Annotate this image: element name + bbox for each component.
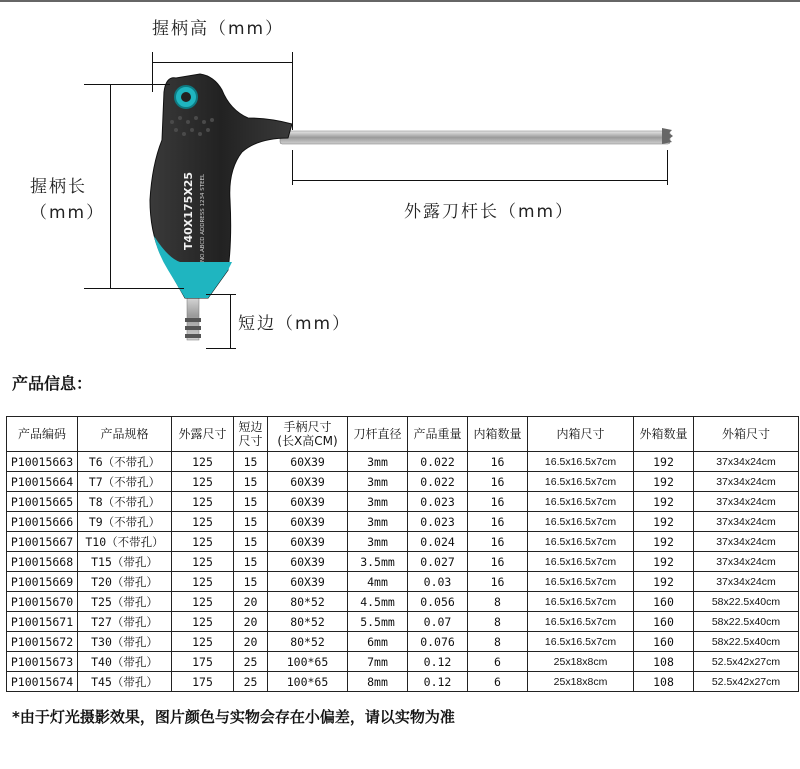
spec-table xyxy=(6,416,799,692)
table-cell: 16 xyxy=(468,532,528,552)
table-cell: 20 xyxy=(234,592,268,612)
table-cell: 16 xyxy=(468,472,528,492)
table-cell: 8 xyxy=(468,592,528,612)
dim-short-line xyxy=(230,294,231,349)
table-cell: 16 xyxy=(468,452,528,472)
table-cell: 175 xyxy=(172,672,234,692)
table-cell: T10（不带孔） xyxy=(78,532,172,552)
table-cell: 0.023 xyxy=(408,492,468,512)
table-cell: 80*52 xyxy=(268,612,348,632)
column-header: 短边 尺寸 xyxy=(234,417,268,452)
table-cell: T30（带孔） xyxy=(78,632,172,652)
handle-print-main: T40X175X25 xyxy=(182,171,195,250)
table-cell: 192 xyxy=(634,472,694,492)
table-cell: 192 xyxy=(634,452,694,472)
table-row xyxy=(7,632,799,652)
table-cell: P10015665 xyxy=(7,492,78,512)
table-cell: 100*65 xyxy=(268,672,348,692)
table-cell: P10015673 xyxy=(7,652,78,672)
column-header: 产品重量 xyxy=(408,417,468,452)
table-cell: 37x34x24cm xyxy=(694,552,799,572)
table-cell: 192 xyxy=(634,532,694,552)
dim-short-bottom xyxy=(206,348,236,349)
table-cell: T45（带孔） xyxy=(78,672,172,692)
table-cell: T27（带孔） xyxy=(78,612,172,632)
table-cell: 16.5x16.5x7cm xyxy=(528,592,634,612)
table-cell: 15 xyxy=(234,472,268,492)
table-cell: 0.056 xyxy=(408,592,468,612)
table-cell: 60X39 xyxy=(268,492,348,512)
table-cell: 192 xyxy=(634,552,694,572)
table-cell: 58x22.5x40cm xyxy=(694,632,799,652)
table-row xyxy=(7,552,799,572)
table-cell: 160 xyxy=(634,592,694,612)
table-cell: 60X39 xyxy=(268,532,348,552)
table-cell: P10015671 xyxy=(7,612,78,632)
table-cell: 16.5x16.5x7cm xyxy=(528,472,634,492)
shaft xyxy=(280,131,670,144)
table-cell: 160 xyxy=(634,612,694,632)
table-cell: 58x22.5x40cm xyxy=(694,592,799,612)
table-cell: 37x34x24cm xyxy=(694,492,799,512)
table-cell: 125 xyxy=(172,632,234,652)
column-header: 内箱尺寸 xyxy=(528,417,634,452)
table-cell: 125 xyxy=(172,612,234,632)
table-cell: 4.5mm xyxy=(348,592,408,612)
table-cell: P10015666 xyxy=(7,512,78,532)
table-cell: T40（带孔） xyxy=(78,652,172,672)
table-cell: P10015672 xyxy=(7,632,78,652)
dim-handle-height-line xyxy=(152,62,293,63)
table-cell: 25x18x8cm xyxy=(528,672,634,692)
table-cell: 16.5x16.5x7cm xyxy=(528,612,634,632)
table-cell: 25 xyxy=(234,672,268,692)
table-row xyxy=(7,672,799,692)
short-side-label: 短边（mm） xyxy=(238,314,352,334)
table-cell: 100*65 xyxy=(268,652,348,672)
table-cell: 0.022 xyxy=(408,452,468,472)
table-cell: 60X39 xyxy=(268,452,348,472)
table-cell: 3mm xyxy=(348,512,408,532)
table-cell: 15 xyxy=(234,552,268,572)
table-cell: 0.024 xyxy=(408,532,468,552)
table-cell: 80*52 xyxy=(268,592,348,612)
table-cell: 108 xyxy=(634,672,694,692)
table-cell: 37x34x24cm xyxy=(694,532,799,552)
table-cell: 25 xyxy=(234,652,268,672)
table-cell: 37x34x24cm xyxy=(694,452,799,472)
table-cell: 7mm xyxy=(348,652,408,672)
table-row xyxy=(7,452,799,472)
dim-handle-height-left xyxy=(152,52,153,92)
table-cell: 192 xyxy=(634,512,694,532)
table-cell: 80*52 xyxy=(268,632,348,652)
table-cell: 0.023 xyxy=(408,512,468,532)
dim-handle-length-line xyxy=(110,84,111,289)
column-header: 外露尺寸 xyxy=(172,417,234,452)
table-row xyxy=(7,492,799,512)
table-cell: 60X39 xyxy=(268,572,348,592)
table-row xyxy=(7,472,799,492)
table-cell: 16 xyxy=(468,572,528,592)
table-cell: 37x34x24cm xyxy=(694,472,799,492)
column-header: 产品编码 xyxy=(7,417,78,452)
table-cell: 20 xyxy=(234,612,268,632)
dim-handle-height-right xyxy=(292,52,293,130)
table-cell: T8（不带孔） xyxy=(78,492,172,512)
table-cell: T9（不带孔） xyxy=(78,512,172,532)
table-row xyxy=(7,572,799,592)
table-cell: 3mm xyxy=(348,492,408,512)
column-header: 内箱数量 xyxy=(468,417,528,452)
table-row xyxy=(7,612,799,632)
table-cell: 125 xyxy=(172,492,234,512)
table-cell: 52.5x42x27cm xyxy=(694,652,799,672)
column-header: 外箱数量 xyxy=(634,417,694,452)
table-cell: P10015667 xyxy=(7,532,78,552)
table-header-row xyxy=(7,417,799,452)
table-cell: 125 xyxy=(172,552,234,572)
handle-length-label-line2: （mm） xyxy=(30,203,106,223)
table-row xyxy=(7,592,799,612)
table-cell: 175 xyxy=(172,652,234,672)
table-cell: 8 xyxy=(468,632,528,652)
table-cell: 20 xyxy=(234,632,268,652)
table-cell: 3mm xyxy=(348,472,408,492)
table-cell: 15 xyxy=(234,572,268,592)
table-cell: 0.12 xyxy=(408,672,468,692)
table-cell: T25（带孔） xyxy=(78,592,172,612)
footnote: *由于灯光摄影效果，图片颜色与实物会存在小偏差，请以实物为准 xyxy=(12,708,455,726)
table-cell: 0.027 xyxy=(408,552,468,572)
table-cell: 6 xyxy=(468,672,528,692)
table-cell: 192 xyxy=(634,492,694,512)
column-header: 手柄尺寸 (长X高CM) xyxy=(268,417,348,452)
table-cell: 37x34x24cm xyxy=(694,512,799,532)
table-cell: 0.03 xyxy=(408,572,468,592)
table-cell: P10015669 xyxy=(7,572,78,592)
dim-handle-length-bottom xyxy=(84,288,184,289)
table-cell: 0.12 xyxy=(408,652,468,672)
table-cell: 15 xyxy=(234,492,268,512)
table-cell: T7（不带孔） xyxy=(78,472,172,492)
table-cell: 4mm xyxy=(348,572,408,592)
table-row xyxy=(7,532,799,552)
table-cell: 125 xyxy=(172,592,234,612)
table-cell: 52.5x42x27cm xyxy=(694,672,799,692)
table-cell: 16 xyxy=(468,512,528,532)
table-cell: 6mm xyxy=(348,632,408,652)
table-cell: 0.07 xyxy=(408,612,468,632)
short-bit xyxy=(187,292,199,340)
table-cell: 16.5x16.5x7cm xyxy=(528,452,634,472)
table-cell: 16.5x16.5x7cm xyxy=(528,572,634,592)
table-cell: 3mm xyxy=(348,452,408,472)
table-cell: 16.5x16.5x7cm xyxy=(528,512,634,532)
table-cell: 6 xyxy=(468,652,528,672)
table-row xyxy=(7,512,799,532)
table-cell: 16.5x16.5x7cm xyxy=(528,632,634,652)
table-cell: 8 xyxy=(468,612,528,632)
table-cell: P10015674 xyxy=(7,672,78,692)
table-cell: 5.5mm xyxy=(348,612,408,632)
table-cell: 192 xyxy=(634,572,694,592)
handle-length-label-line1: 握柄长 xyxy=(30,177,87,197)
table-cell: 16 xyxy=(468,492,528,512)
table-row xyxy=(7,652,799,672)
table-cell: 16.5x16.5x7cm xyxy=(528,492,634,512)
column-header: 产品规格 xyxy=(78,417,172,452)
table-cell: 125 xyxy=(172,452,234,472)
table-cell: 25x18x8cm xyxy=(528,652,634,672)
table-cell: P10015670 xyxy=(7,592,78,612)
table-cell: 3.5mm xyxy=(348,552,408,572)
exposed-shaft-label: 外露刀杆长（mm） xyxy=(404,202,575,222)
table-cell: T15（带孔） xyxy=(78,552,172,572)
handle-print-sub: NO.ABCD ADDRESS 1234 STEEL xyxy=(200,173,206,262)
table-cell: 60X39 xyxy=(268,552,348,572)
table-cell: 125 xyxy=(172,512,234,532)
dim-shaft-line xyxy=(292,180,668,181)
table-cell: 15 xyxy=(234,452,268,472)
handle-height-label: 握柄高（mm） xyxy=(152,19,285,39)
table-cell: 60X39 xyxy=(268,512,348,532)
table-cell: 16.5x16.5x7cm xyxy=(528,532,634,552)
dim-short-top xyxy=(206,294,236,295)
table-cell: 8mm xyxy=(348,672,408,692)
shaft-torx-tip xyxy=(662,128,673,144)
table-cell: 16 xyxy=(468,552,528,572)
table-cell: 58x22.5x40cm xyxy=(694,612,799,632)
table-cell: 160 xyxy=(634,632,694,652)
column-header: 刀杆直径 xyxy=(348,417,408,452)
section-title: 产品信息： xyxy=(12,374,93,393)
table-cell: P10015668 xyxy=(7,552,78,572)
table-cell: 108 xyxy=(634,652,694,672)
table-cell: 125 xyxy=(172,532,234,552)
table-cell: 15 xyxy=(234,532,268,552)
table-cell: 0.022 xyxy=(408,472,468,492)
table-cell: 0.076 xyxy=(408,632,468,652)
column-header: 外箱尺寸 xyxy=(694,417,799,452)
table-cell: T6（不带孔） xyxy=(78,452,172,472)
table-cell: T20（带孔） xyxy=(78,572,172,592)
table-cell: 3mm xyxy=(348,532,408,552)
table-cell: 60X39 xyxy=(268,472,348,492)
table-cell: 125 xyxy=(172,572,234,592)
table-cell: 15 xyxy=(234,512,268,532)
dim-handle-length-top xyxy=(84,84,170,85)
table-cell: P10015664 xyxy=(7,472,78,492)
table-cell: 16.5x16.5x7cm xyxy=(528,552,634,572)
table-cell: P10015663 xyxy=(7,452,78,472)
table-cell: 125 xyxy=(172,472,234,492)
table-cell: 37x34x24cm xyxy=(694,572,799,592)
